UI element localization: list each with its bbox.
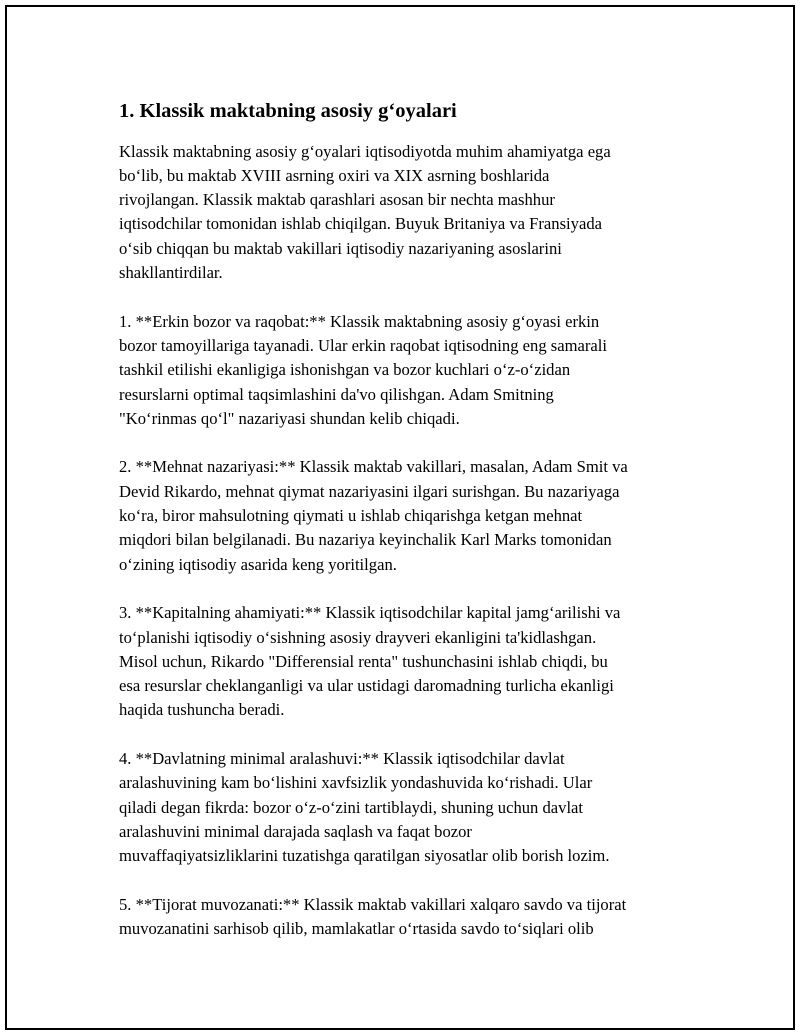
text-line: Klassik maktabning asosiy g‘oyalari iqtisodiyotda muhim ahamiyatga ega xyxy=(119,141,611,161)
text-line: 1. **Erkin bozor va raqobat:** Klassik maktabning asosiy g‘oyasi erkin xyxy=(119,311,600,331)
text-line: bo‘lib, bu maktab XVIII asrning oxiri va XIX asrning boshlarida xyxy=(119,165,550,185)
point-3-paragraph xyxy=(119,601,709,722)
intro-paragraph xyxy=(119,140,709,286)
text-line: 3. **Kapitalning ahamiyati:** Klassik iqtisodchilar kapital jamg‘arilishi va xyxy=(119,603,621,623)
text-line: o‘zining iqtisodiy asarida keng yoritilgan. xyxy=(119,554,397,574)
text-line: "Ko‘rinmas qo‘l" nazariyasi shundan kelib chiqadi. xyxy=(119,408,460,428)
text-line: 2. **Mehnat nazariyasi:** Klassik maktab vakillari, masalan, Adam Smit va xyxy=(119,457,628,477)
text-line: muvozanatini sarhisob qilib, mamlakatlar o‘rtasida savdo to‘siqlari olib xyxy=(119,919,594,939)
text-line: shakllantirdilar. xyxy=(119,263,223,283)
text-line: esa resurslar cheklanganligi va ular ustidagi daromadning turlicha ekanligi xyxy=(119,676,614,696)
point-4-paragraph xyxy=(119,747,709,868)
text-line: Misol uchun, Rikardo "Differensial renta" tushunchasini ishlab chiqdi, bu xyxy=(119,651,608,671)
text-line: Devid Rikardo, mehnat qiymat nazariyasini ilgari surishgan. Bu nazariyaga xyxy=(119,481,620,501)
text-line: aralashuvining kam bo‘lishini xavfsizlik yondashuvida ko‘rishadi. Ular xyxy=(119,773,593,793)
text-line: iqtisodchilar tomonidan ishlab chiqilgan. Buyuk Britaniya va Fransiyada xyxy=(119,214,602,234)
text-line: miqdori bilan belgilanadi. Bu nazariya keyinchalik Karl Marks tomonidan xyxy=(119,530,612,550)
text-line: aralashuvini minimal darajada saqlash va faqat bozor xyxy=(119,821,472,841)
document-body xyxy=(119,99,709,966)
point-5-paragraph xyxy=(119,893,709,942)
text-line: tashkil etilishi ekanligiga ishonishgan va bozor kuchlari o‘z-o‘zidan xyxy=(119,360,571,380)
text-line: to‘planishi iqtisodiy o‘sishning asosiy drayveri ekanligini ta'kidlashgan. xyxy=(119,627,597,647)
text-line: 5. **Tijorat muvozanati:** Klassik maktab vakillari xalqaro savdo va tijorat xyxy=(119,894,627,914)
text-line: qiladi degan fikrda: bozor o‘z-o‘zini tartiblaydi, shuning uchun davlat xyxy=(119,797,584,817)
point-1-paragraph xyxy=(119,310,709,431)
text-line: bozor tamoyillariga tayanadi. Ular erkin raqobat iqtisodning eng samarali xyxy=(119,335,607,355)
text-line: resurslarni optimal taqsimlashini da'vo qilishgan. Adam Smitning xyxy=(119,384,554,404)
text-line: muvaffaqiyatsizliklarini tuzatishga qaratilgan siyosatlar olib borish lozim. xyxy=(119,846,610,866)
document-title: 1. Klassik maktabning asosiy g‘oyalari xyxy=(119,100,457,122)
text-line: ko‘ra, biror mahsulotning qiymati u ishlab chiqarishga ketgan mehnat xyxy=(119,506,583,526)
point-2-paragraph xyxy=(119,455,709,576)
text-line: o‘sib chiqqan bu maktab vakillari iqtisodiy nazariyaning asoslarini xyxy=(119,238,562,258)
text-line: rivojlangan. Klassik maktab qarashlari asosan bir nechta mashhur xyxy=(119,190,555,210)
text-line: 4. **Davlatning minimal aralashuvi:** Klassik iqtisodchilar davlat xyxy=(119,749,565,769)
text-line: haqida tushuncha beradi. xyxy=(119,700,285,720)
page-frame xyxy=(5,5,795,1030)
